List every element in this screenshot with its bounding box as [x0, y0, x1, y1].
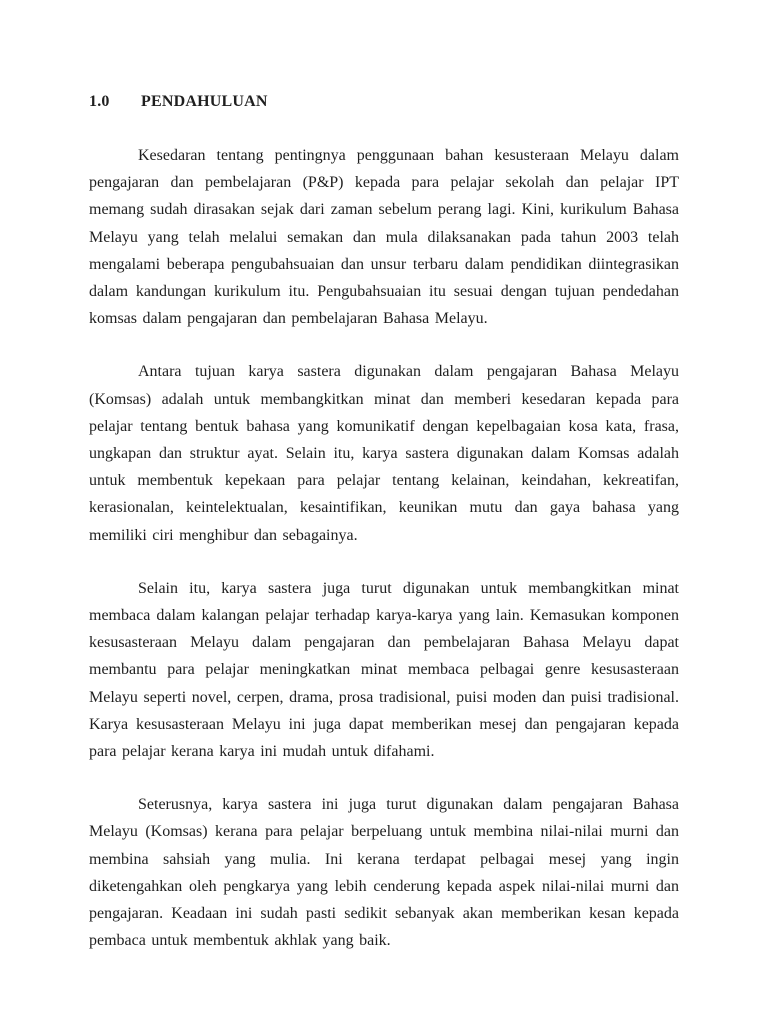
page-content [89, 88, 679, 954]
paragraph-3: Selain itu, karya sastera juga turut digunakan untuk membangkitkan minat membaca dalam kalangan pelajar terhadap karya-karya yang lain. Kemasukan komponen kesusasteraan Melayu dalam pengajaran dan pembelajaran Bahasa Melayu dapat membantu para pelajar meningkatkan minat membaca pelbagai genre kesusasteraan Melayu seperti novel, cerpen, drama, prosa tradisional, puisi moden dan puisi tradisional. Karya kesusasteraan Melayu ini juga dapat memberikan mesej dan pengajaran kepada para pelajar kerana karya ini mudah untuk difahami. [89, 579, 679, 761]
paragraph-1: Kesedaran tentang pentingnya penggunaan bahan kesusteraan Melayu dalam pengajaran dan pembelajaran (P&P) kepada para pelajar sekolah dan pelajar IPT memang sudah dirasakan sejak dari zaman sebelum perang lagi. Kini, kurikulum Bahasa Melayu yang telah melalui semakan dan mula dilaksanakan pada tahun 2003 telah mengalami beberapa pengubahsuaian dan unsur terbaru dalam pendidikan diintegrasikan dalam kandungan kurikulum itu. Pengubahsuaian itu sesuai dengan tujuan pendedahan komsas dalam pengajaran dan pembelajaran Bahasa Melayu. [89, 147, 679, 328]
section-heading [89, 88, 679, 115]
section-number: 1.0 [89, 93, 110, 110]
section-title: PENDAHULUAN [141, 93, 268, 110]
paragraph-4: Seterusnya, karya sastera ini juga turut digunakan dalam pengajaran Bahasa Melayu (Komsas) kerana para pelajar berpeluang untuk membina nilai-nilai murni dan membina sahsiah yang mulia. Ini kerana terdapat pelbagai mesej yang ingin diketengahkan oleh pengkarya yang lebih cenderung kepada aspek nilai-nilai murni dan pengajaran. Keadaan ini sudah pasti sedikit sebanyak akan memberikan kesan kepada pembaca untuk membentuk akhlak yang baik. [89, 796, 679, 950]
paragraph-2: Antara tujuan karya sastera digunakan dalam pengajaran Bahasa Melayu (Komsas) adalah untuk membangkitkan minat dan memberi kesedaran kepada para pelajar tentang bentuk bahasa yang komunikatif dengan kepelbagaian kosa kata, frasa, ungkapan dan struktur ayat. Selain itu, karya sastera digunakan dalam Komsas adalah untuk membentuk kepekaan para pelajar tentang kelainan, keindahan, kekreatifan, kerasionalan, keintelektualan, kesaintifikan, keunikan mutu dan gaya bahasa yang memiliki ciri menghibur dan sebagainya. [89, 363, 679, 544]
